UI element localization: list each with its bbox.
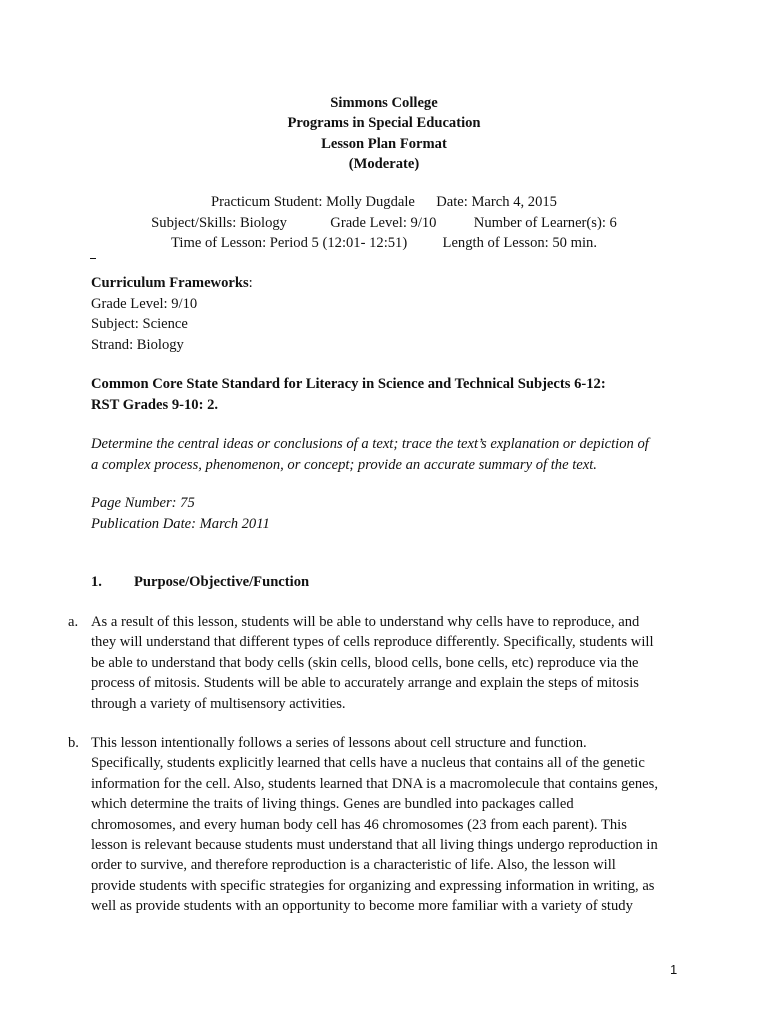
time-of-lesson: Time of Lesson: Period 5 (12:01- 12:51) <box>171 235 408 251</box>
paragraph-line: chromosomes, and every human body cell has 46 chromosomes (23 from each parent). This <box>91 816 627 833</box>
lesson-meta <box>0 192 768 254</box>
paragraph-line: which determine the traits of living things. Genes are bundled into packages called <box>91 796 574 813</box>
list-item <box>91 612 691 714</box>
ccss-title: Common Core State Standard for Literacy in Science and Technical Subjects 6-12: <box>91 376 606 392</box>
list-item <box>91 733 691 917</box>
curriculum-grade: Grade Level: 9/10 <box>91 295 198 312</box>
number-of-learners: Number of Learner(s): 6 <box>473 214 617 231</box>
curriculum-subject: Subject: Science <box>91 316 188 332</box>
quote-line: a complex process, phenomenon, or concept; provide an accurate summary of the text. <box>91 456 597 473</box>
institution-name: Simmons College <box>330 95 438 111</box>
lesson-date: Date: March 4, 2015 <box>436 194 557 210</box>
list-marker: b. <box>68 735 79 751</box>
curriculum-heading: Curriculum Frameworks <box>91 275 249 291</box>
paragraph-line: lesson is relevant because students must understand that all living things undergo reproduction in <box>91 837 658 854</box>
paragraph-line: through a variety of multisensory activities. <box>91 695 346 712</box>
document-header <box>0 93 768 174</box>
grade-level: Grade Level: 9/10 <box>330 214 437 231</box>
paragraph-line: process of mitosis. Students will be able to accurately arrange and explain the steps of mitosis <box>91 675 639 692</box>
source-info <box>91 493 691 534</box>
paragraph-line: This lesson intentionally follows a series of lessons about cell structure and function. <box>91 735 587 751</box>
paragraph-line: they will understand that different types of cells reproduce differently. Specifically, students will <box>91 634 654 651</box>
paragraph-line: Specifically, students explicitly learned that cells have a nucleus that contains all of the genetic <box>91 755 645 772</box>
paragraph-line: information for the cell. Also, students learned that DNA is a macromolecule that contains genes, <box>91 775 658 792</box>
section-number: 1. <box>91 574 102 590</box>
meta-row-3 <box>0 233 768 254</box>
standard-quote <box>91 434 681 475</box>
source-publication-date: Publication Date: March 2011 <box>91 515 270 532</box>
paragraph-line: As a result of this lesson, students will be able to understand why cells have to reproduce, and <box>91 614 640 630</box>
subject-skills: Subject/Skills: Biology <box>151 214 287 231</box>
program-name: Programs in Special Education <box>287 115 481 132</box>
paragraph-line: be able to understand that body cells (skin cells, blood cells, bone cells, etc) reproduce via the <box>91 654 639 671</box>
quote-line: Determine the central ideas or conclusions of a text; trace the text’s explanation or depiction of <box>91 436 649 452</box>
meta-row-2 <box>0 213 768 234</box>
length-of-lesson: Length of Lesson: 50 min. <box>442 235 597 251</box>
document-subtitle: (Moderate) <box>348 155 420 172</box>
page-number: 1 <box>670 962 678 977</box>
list-marker: a. <box>68 614 79 630</box>
meta-row-1 <box>0 192 768 213</box>
paragraph-line: order to survive, and therefore reproduction is a characteristic of life. Also, the lesson will <box>91 857 616 874</box>
ccss-standard <box>91 374 691 415</box>
section-title: Purpose/Objective/Function <box>134 574 310 590</box>
ccss-code: RST Grades 9-10: 2. <box>91 396 219 413</box>
curriculum-heading-colon: : <box>248 275 253 291</box>
curriculum-frameworks <box>91 273 691 355</box>
practicum-student: Practicum Student: Molly Dugdale <box>211 194 415 210</box>
paragraph-line: well as provide students with an opportunity to become more familiar with a variety of study <box>91 898 633 915</box>
curriculum-strand: Strand: Biology <box>91 336 184 353</box>
dash-mark <box>90 258 96 259</box>
paragraph-line: provide students with specific strategies for organizing and expressing information in writing, as <box>91 877 655 894</box>
source-page-number: Page Number: 75 <box>91 495 195 511</box>
document-title: Lesson Plan Format <box>321 135 447 152</box>
